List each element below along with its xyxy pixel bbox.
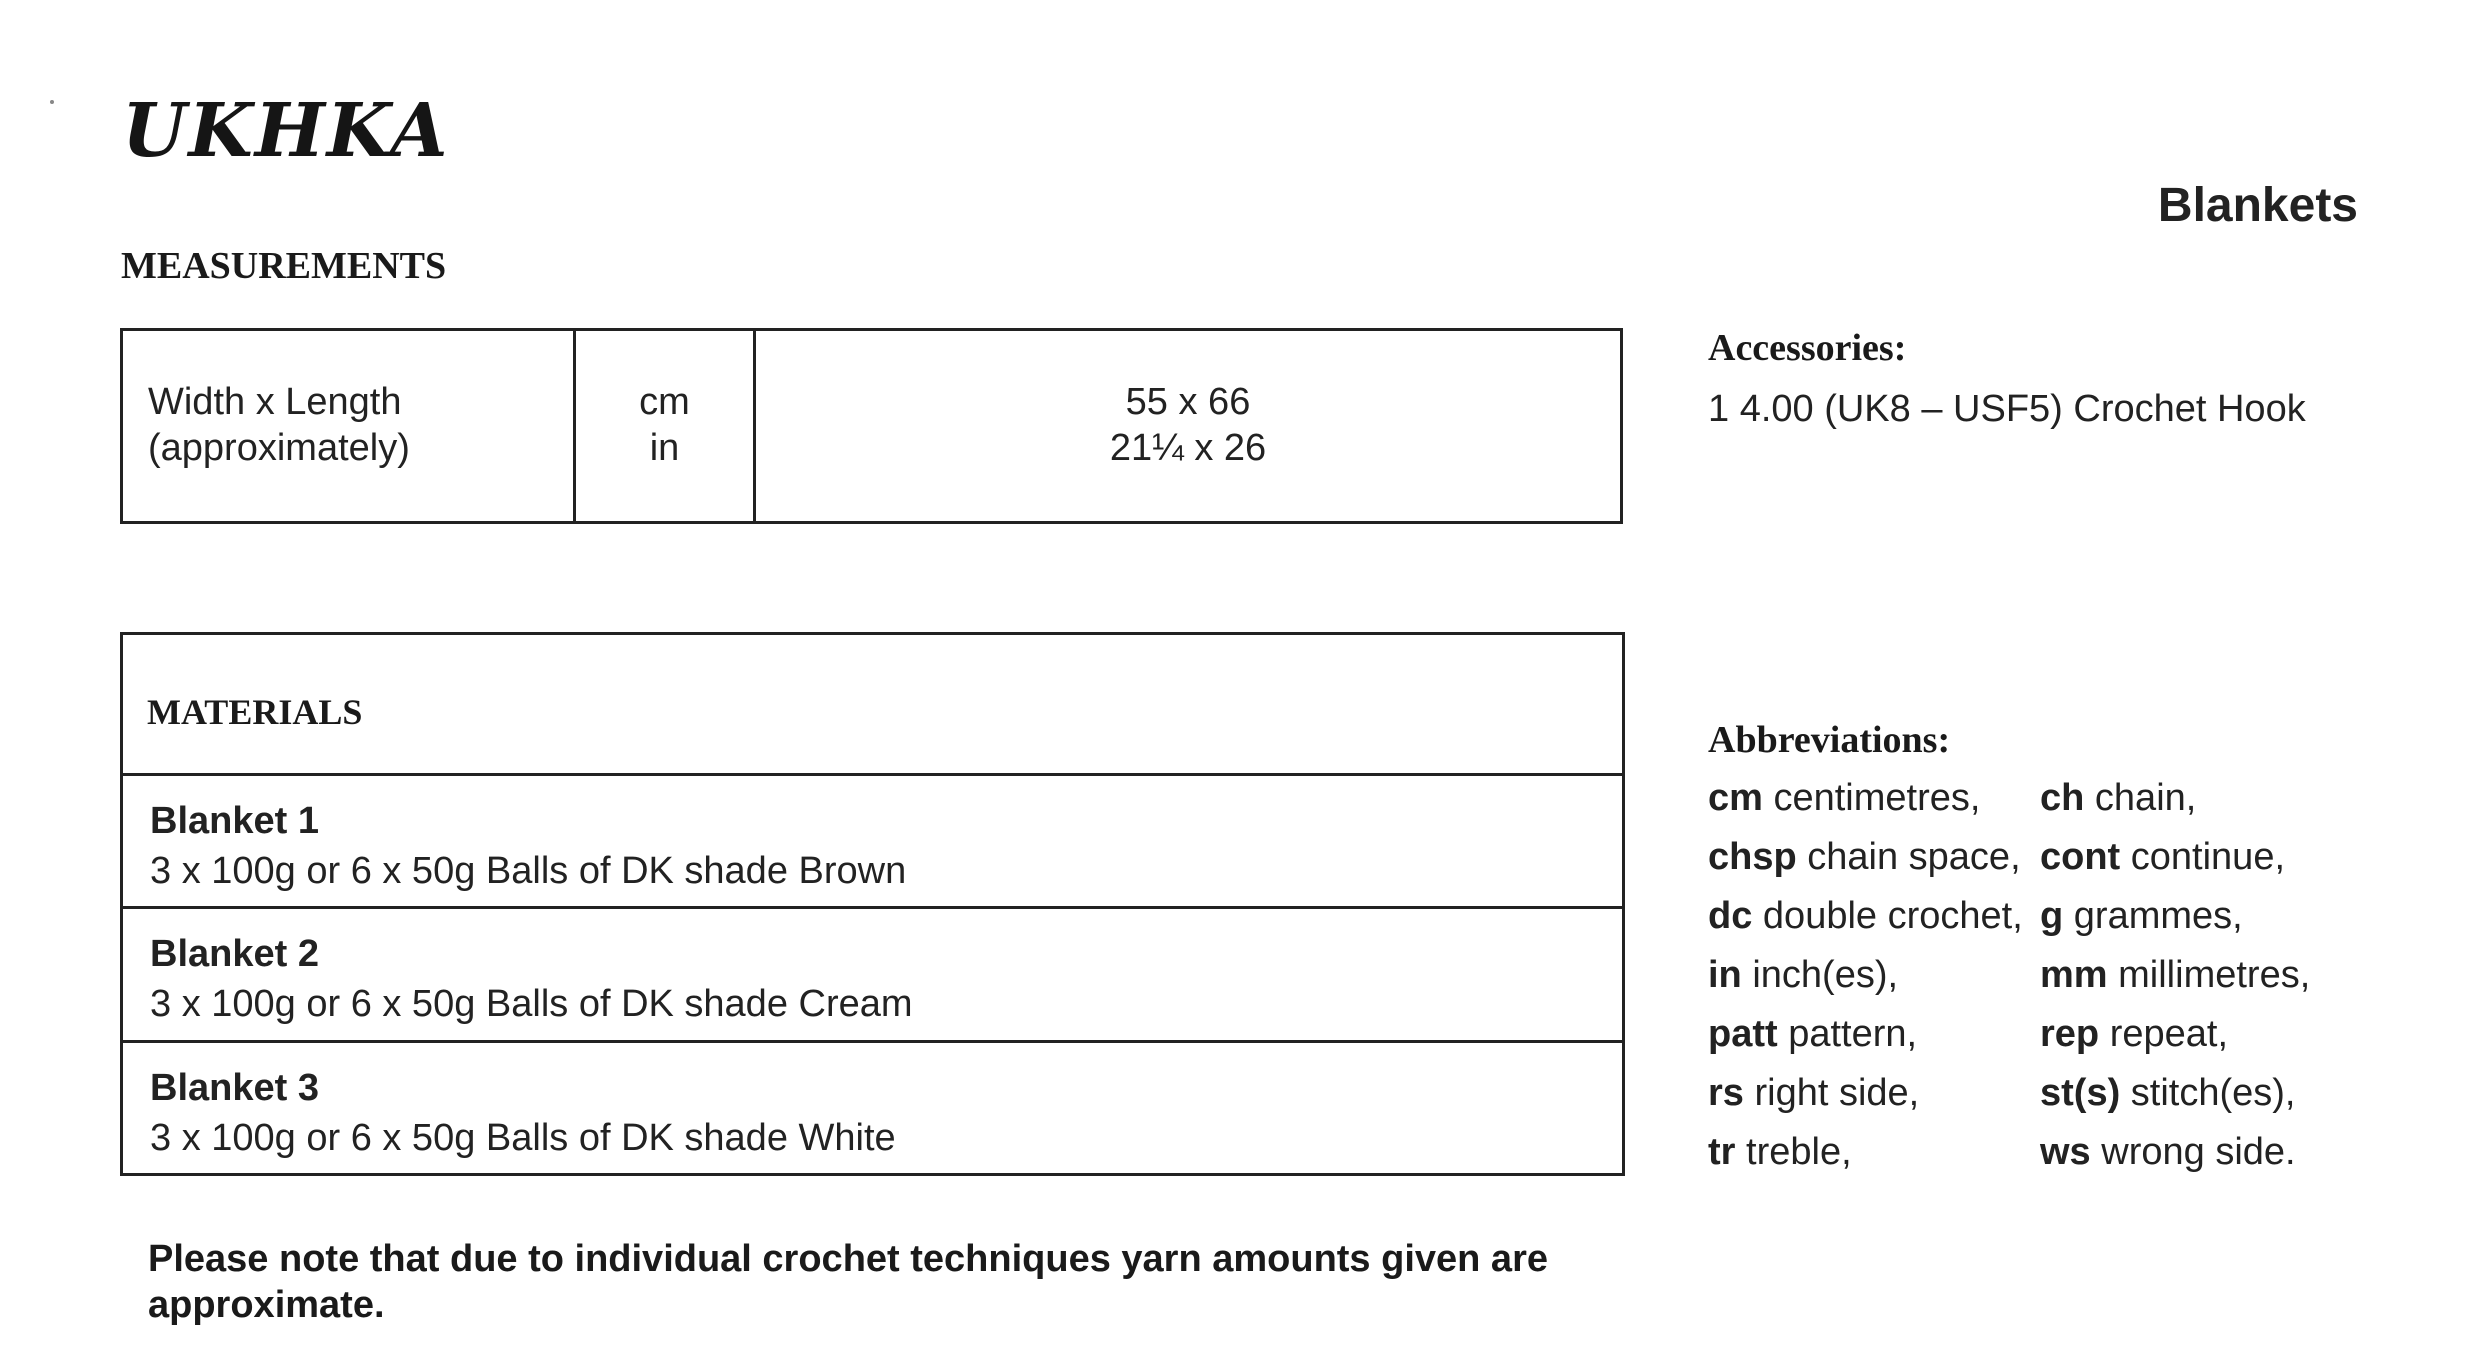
abbreviation-term: cont bbox=[2040, 836, 2121, 878]
abbreviations-list bbox=[1708, 774, 2340, 1176]
abbreviation-item bbox=[1708, 1010, 2040, 1058]
yarn-note: Please note that due to individual crochet techniques yarn amounts given are approximate. bbox=[148, 1238, 1548, 1326]
materials-heading: MATERIALS bbox=[147, 692, 363, 732]
page-title: Blankets bbox=[2157, 179, 2358, 232]
blanket-name: Blanket 2 bbox=[150, 933, 319, 976]
unit-cm: cm bbox=[639, 381, 690, 423]
accessories-heading: Accessories: bbox=[1708, 327, 1907, 369]
abbreviation-term: ws bbox=[2040, 1131, 2091, 1173]
abbreviation-item bbox=[2040, 892, 2340, 940]
abbreviation-item bbox=[2040, 1128, 2340, 1176]
abbreviation-meaning: chain, bbox=[2094, 777, 2197, 819]
abbreviation-item bbox=[1708, 833, 2040, 881]
unit-in: in bbox=[649, 427, 680, 469]
abbreviation-meaning: centimetres, bbox=[1773, 777, 1981, 819]
abbreviation-meaning: pattern, bbox=[1788, 1013, 1918, 1055]
blanket-name: Blanket 1 bbox=[150, 800, 319, 842]
measurement-label: Width x Length bbox=[148, 381, 402, 423]
materials-header bbox=[123, 635, 1622, 776]
abbreviation-term: ch bbox=[2040, 777, 2085, 819]
measurement-label-cell bbox=[123, 331, 573, 521]
abbreviation-item bbox=[1708, 951, 2040, 999]
blanket-yarn: 3 x 100g or 6 x 50g Balls of DK shade Brown bbox=[150, 850, 907, 892]
abbreviation-item bbox=[1708, 892, 2040, 940]
abbreviation-term: chsp bbox=[1708, 836, 1797, 878]
abbreviation-term: tr bbox=[1708, 1131, 1736, 1173]
materials-row bbox=[123, 906, 1622, 1039]
measurement-unit-cell bbox=[573, 331, 753, 521]
abbreviation-term: cm bbox=[1708, 777, 1763, 819]
brand-logo: UKHKA bbox=[122, 88, 450, 174]
abbreviation-item bbox=[1708, 774, 2040, 822]
measurement-value-cell bbox=[753, 331, 1620, 521]
abbreviation-meaning: repeat, bbox=[2109, 1013, 2229, 1055]
value-in: 21¼ x 26 bbox=[1109, 427, 1267, 469]
abbreviation-item bbox=[2040, 833, 2340, 881]
abbreviation-item bbox=[2040, 774, 2340, 822]
abbreviation-meaning: double crochet, bbox=[1762, 895, 2023, 937]
abbreviation-term: st(s) bbox=[2040, 1072, 2121, 1114]
materials-row bbox=[123, 776, 1622, 906]
scan-speck bbox=[50, 100, 54, 104]
abbreviation-term: rs bbox=[1708, 1072, 1744, 1114]
abbreviation-meaning: stitch(es), bbox=[2130, 1072, 2296, 1114]
abbreviation-meaning: wrong side. bbox=[2101, 1131, 2296, 1173]
blanket-yarn: 3 x 100g or 6 x 50g Balls of DK shade Cream bbox=[150, 983, 913, 1026]
materials-table bbox=[120, 632, 1625, 1176]
abbreviation-meaning: chain space, bbox=[1807, 836, 2021, 878]
abbreviation-item bbox=[2040, 951, 2340, 999]
abbreviation-item bbox=[1708, 1128, 2040, 1176]
value-cm: 55 x 66 bbox=[1125, 381, 1251, 423]
measurements-heading: MEASUREMENTS bbox=[121, 245, 447, 287]
abbreviation-term: mm bbox=[2040, 954, 2108, 996]
abbreviation-term: rep bbox=[2040, 1013, 2100, 1055]
abbreviation-term: in bbox=[1708, 954, 1742, 996]
abbreviation-term: dc bbox=[1708, 895, 1753, 937]
abbreviation-item bbox=[2040, 1069, 2340, 1117]
abbreviation-meaning: grammes, bbox=[2073, 895, 2243, 937]
abbreviation-term: patt bbox=[1708, 1013, 1778, 1055]
abbreviation-meaning: treble, bbox=[1746, 1131, 1852, 1173]
abbreviation-meaning: millimetres, bbox=[2118, 954, 2311, 996]
abbreviation-meaning: inch(es), bbox=[1752, 954, 1899, 996]
accessory-item: 1 4.00 (UK8 – USF5) Crochet Hook bbox=[1708, 388, 2306, 430]
materials-row bbox=[123, 1040, 1622, 1173]
abbreviation-item bbox=[1708, 1069, 2040, 1117]
abbreviation-meaning: continue, bbox=[2130, 836, 2286, 878]
abbreviations-heading: Abbreviations: bbox=[1708, 719, 1951, 761]
blanket-yarn: 3 x 100g or 6 x 50g Balls of DK shade White bbox=[150, 1116, 896, 1159]
measurement-label-note: (approximately) bbox=[148, 427, 410, 469]
abbreviation-item bbox=[2040, 1010, 2340, 1058]
measurements-table bbox=[120, 328, 1623, 524]
blanket-name: Blanket 3 bbox=[150, 1066, 319, 1109]
abbreviation-meaning: right side, bbox=[1754, 1072, 1920, 1114]
abbreviation-term: g bbox=[2040, 895, 2064, 937]
